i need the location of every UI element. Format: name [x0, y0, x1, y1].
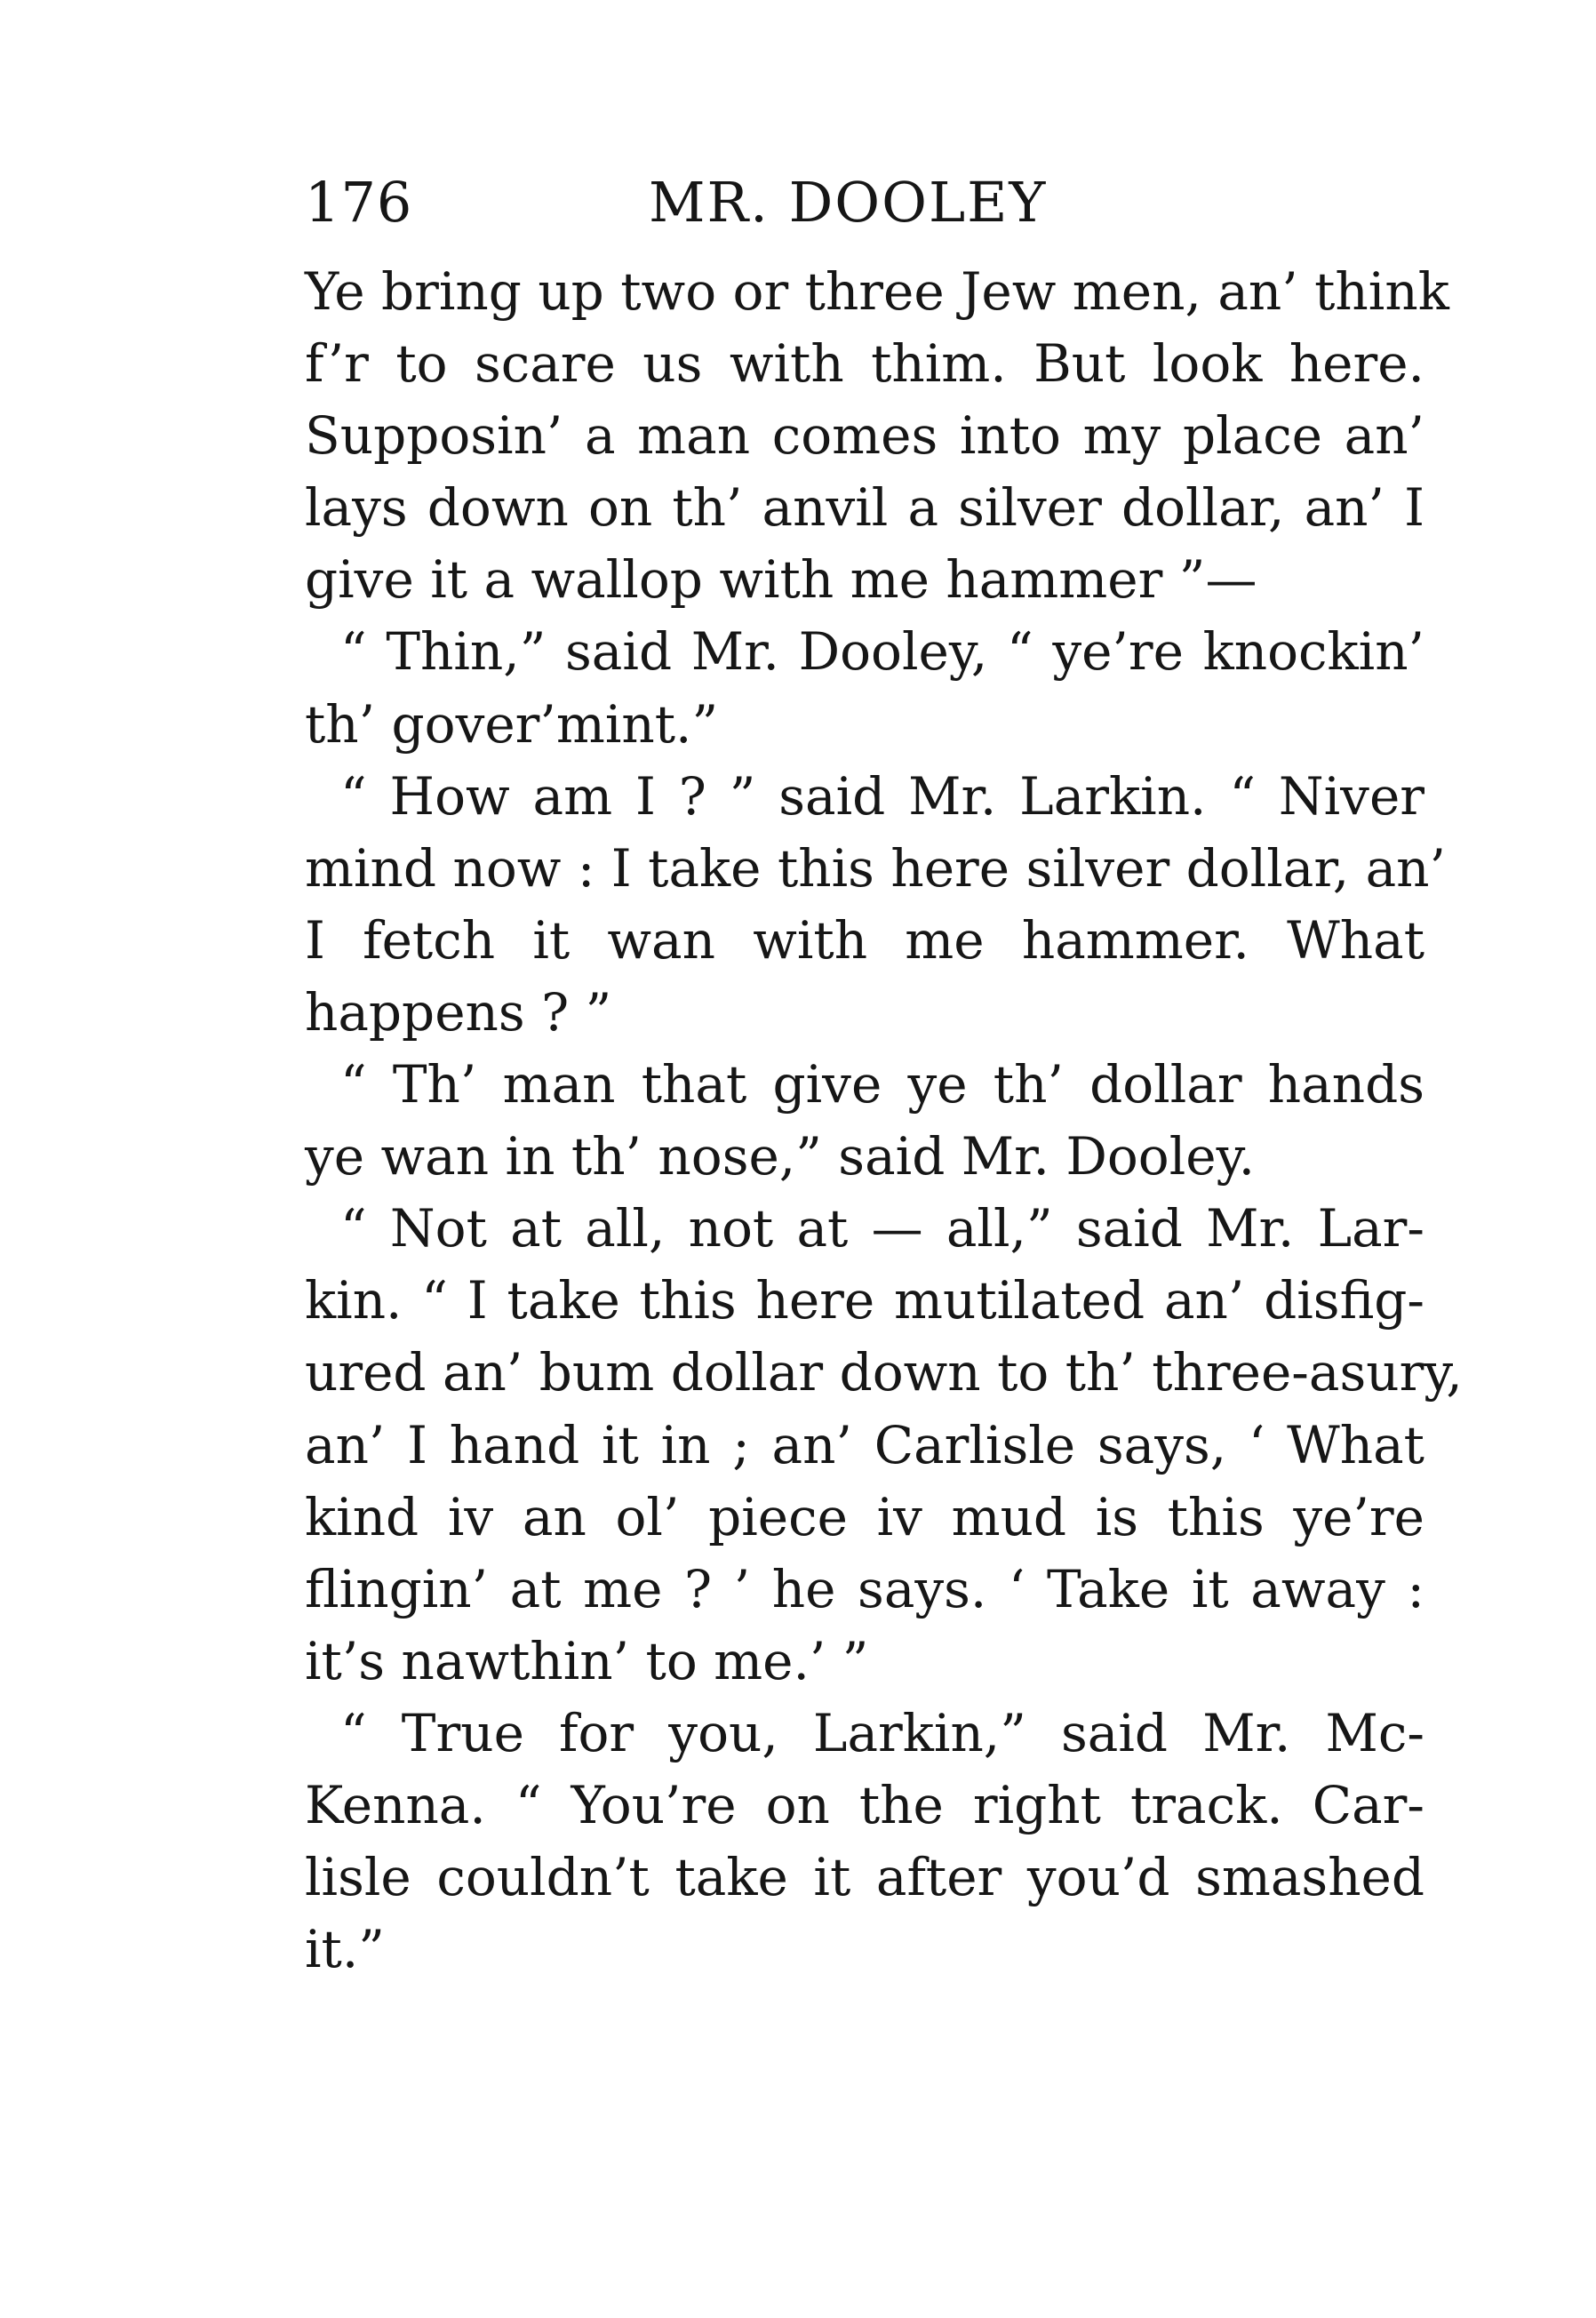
text-line: ured an’ bum dollar down to th’ three-asury, [305, 1342, 1463, 1403]
page-header [305, 158, 1424, 247]
text-line: kin. “ I take this here mutilated an’ disfig- [305, 1270, 1424, 1331]
text-line: give it a wallop with me hammer ”— [305, 549, 1257, 611]
text-line: an’ I hand it in ; an’ Carlisle says, ‘ What [305, 1414, 1424, 1475]
text-line: “ True for you, Larkin,” said Mr. Mc- [340, 1702, 1424, 1763]
text-line: it’s nawthin’ to me.’ ” [305, 1630, 869, 1691]
text-line: “ Th’ man that give ye th’ dollar hands [340, 1054, 1424, 1115]
text-line: it.” [305, 1919, 385, 1980]
text-line: ye wan in th’ nose,” said Mr. Dooley. [305, 1126, 1256, 1187]
text-line: lays down on th’ anvil a silver dollar, an’ I [305, 477, 1424, 539]
running-head: MR. DOOLEY [649, 170, 1048, 235]
text-line: “ How am I ? ” said Mr. Larkin. “ Niver [340, 765, 1424, 827]
text-line: Supposin’ a man comes into my place an’ [305, 405, 1424, 467]
text-line: I fetch it wan with me hammer. What [305, 909, 1424, 971]
text-line: f’r to scare us with thim. But look here. [305, 333, 1424, 395]
text-line: Kenna. “ You’re on the right track. Car- [305, 1774, 1424, 1835]
text-line: mind now : I take this here silver dollar, an’ [305, 837, 1446, 899]
text-line: “ Not at all, not at — all,” said Mr. Lar- [340, 1198, 1424, 1259]
text-line: th’ gover’mint.” [305, 693, 719, 755]
text-line: lisle couldn’t take it after you’d smashed [305, 1847, 1424, 1908]
text-line: flingin’ at me ? ’ he says. ‘ Take it away : [305, 1558, 1424, 1619]
page-number: 176 [305, 170, 413, 235]
text-line: happens ? ” [305, 981, 612, 1043]
text-line: “ Thin,” said Mr. Dooley, “ ye’re knockin’ [340, 621, 1424, 683]
text-line: Ye bring up two or three Jew men, an’ think [305, 261, 1449, 322]
text-line: kind iv an ol’ piece iv mud is this ye’re [305, 1486, 1424, 1547]
body-text [305, 256, 1463, 1986]
